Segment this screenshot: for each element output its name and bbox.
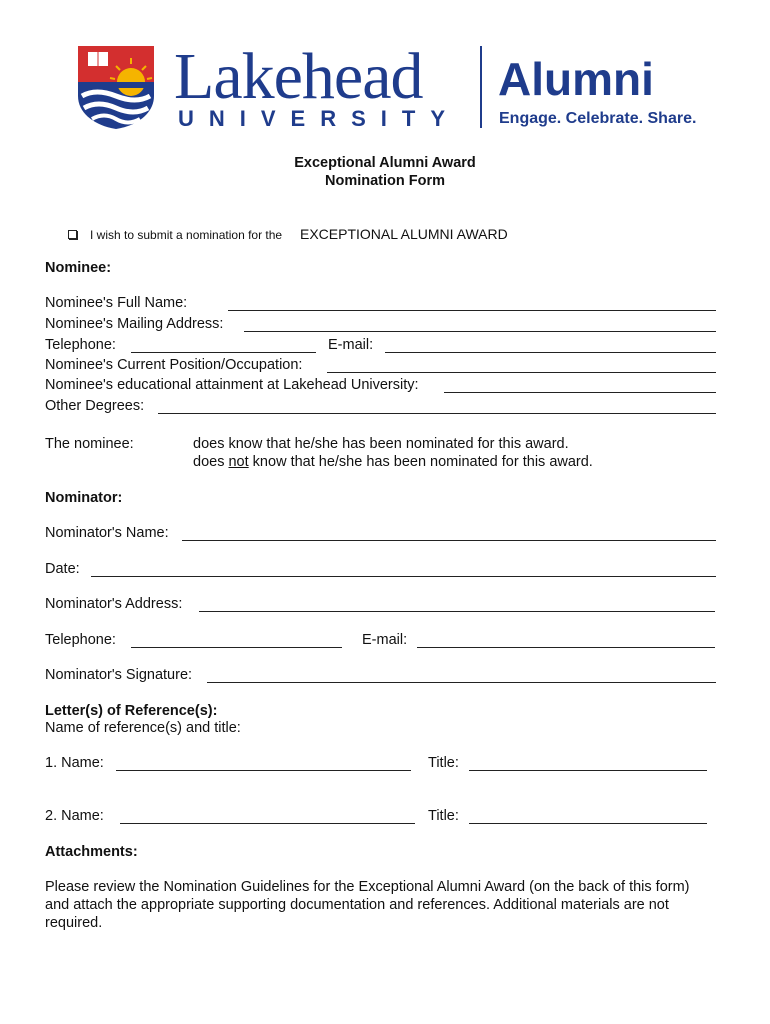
- nominator-signature-label: Nominator's Signature:: [45, 667, 193, 683]
- nominee-position-label: Nominee's Current Position/Occupation:: [45, 357, 303, 373]
- nominator-name-label: Nominator's Name:: [45, 525, 169, 541]
- logo-university: UNIVERSITY: [178, 106, 461, 131]
- nominee-other-degrees-field[interactable]: [158, 413, 716, 414]
- nominee-telephone-field[interactable]: [131, 352, 316, 353]
- logo-wordmark: Lakehead: [174, 40, 423, 113]
- nominator-telephone-label: Telephone:: [45, 632, 116, 648]
- nominee-other-degrees-label: Other Degrees:: [45, 398, 145, 414]
- nominator-email-label: E-mail:: [362, 632, 408, 648]
- references-heading: Letter(s) of Reference(s):: [45, 703, 218, 719]
- nominee-full-name-field[interactable]: [228, 310, 716, 311]
- option-prefix: does: [193, 454, 229, 470]
- reference-2-title-field[interactable]: [469, 823, 707, 824]
- nominator-telephone-field[interactable]: [131, 647, 342, 648]
- option-not-word: not: [228, 454, 249, 470]
- nominee-full-name-label: Nominee's Full Name:: [45, 295, 188, 311]
- nominee-telephone-label: Telephone:: [45, 337, 116, 353]
- attachments-text-line-3: required.: [45, 915, 103, 931]
- nominator-date-field[interactable]: [91, 576, 716, 577]
- reference-2-name-label: 2. Name:: [45, 808, 104, 824]
- header-divider: [480, 46, 482, 128]
- award-checkbox[interactable]: [68, 230, 77, 239]
- nominator-heading: Nominator:: [45, 490, 123, 506]
- nominee-heading: Nominee:: [45, 260, 112, 276]
- alumni-title: Alumni: [498, 53, 654, 105]
- nominee-address-field[interactable]: [244, 331, 716, 332]
- form-subtitle: Nomination Form: [324, 173, 446, 189]
- attachments-text-line-1: Please review the Nomination Guidelines for the Exceptional Alumni Award (on the back of this form): [45, 879, 690, 895]
- reference-2-name-field[interactable]: [120, 823, 415, 824]
- nominee-knowledge-label: The nominee:: [45, 436, 134, 452]
- nominator-signature-field[interactable]: [207, 682, 716, 683]
- intro-statement: I wish to submit a nomination for the: [90, 228, 283, 242]
- reference-1-title-label: Title:: [428, 755, 459, 771]
- attachments-text-line-2: and attach the appropriate supporting documentation and references. Additional materials are not: [45, 897, 669, 913]
- nominee-does-not-know-option[interactable]: [193, 454, 593, 471]
- form-title: Exceptional Alumni Award: [294, 155, 476, 171]
- references-subheading: Name of reference(s) and title:: [45, 720, 241, 736]
- alumni-tagline: Engage. Celebrate. Share.: [499, 110, 697, 127]
- attachments-heading: Attachments:: [45, 844, 138, 860]
- nominee-position-field[interactable]: [327, 372, 716, 373]
- nominator-address-field[interactable]: [199, 611, 715, 612]
- reference-1-name-label: 1. Name:: [45, 755, 104, 771]
- nominator-date-label: Date:: [45, 561, 80, 577]
- nominee-education-field[interactable]: [444, 392, 716, 393]
- nominator-name-field[interactable]: [182, 540, 716, 541]
- reference-2-title-label: Title:: [428, 808, 459, 824]
- option-suffix: know that he/she has been nominated for this award.: [248, 454, 593, 470]
- nominee-education-label: Nominee's educational attainment at Lakehead University:: [45, 377, 419, 393]
- nominator-email-field[interactable]: [417, 647, 715, 648]
- nominator-address-label: Nominator's Address:: [45, 596, 183, 612]
- nominee-knows-option[interactable]: does know that he/she has been nominated for this award.: [193, 436, 569, 452]
- nominee-address-label: Nominee's Mailing Address:: [45, 316, 224, 332]
- nominee-email-field[interactable]: [385, 352, 716, 353]
- reference-1-name-field[interactable]: [116, 770, 411, 771]
- university-shield-logo: [76, 44, 156, 130]
- reference-1-title-field[interactable]: [469, 770, 707, 771]
- award-name: EXCEPTIONAL ALUMNI AWARD: [300, 226, 508, 242]
- nominee-email-label: E-mail:: [328, 337, 374, 353]
